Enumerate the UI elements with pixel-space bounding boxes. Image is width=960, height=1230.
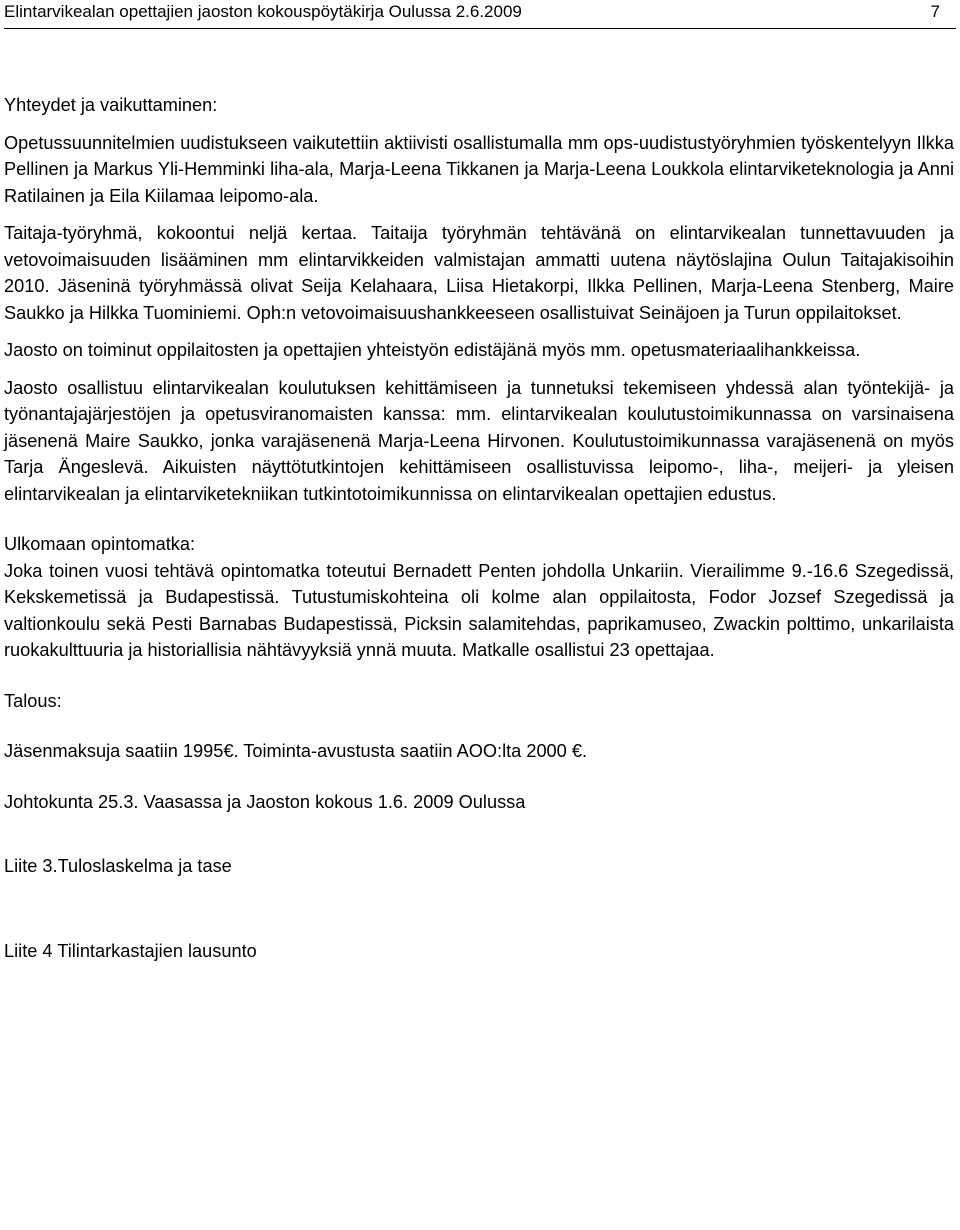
paragraph-ops: Opetussuunnitelmien uudistukseen vaikutettiin aktiivisti osallistumalla mm ops-uudistustyöryhmien työskentelyyn Ilkka Pellinen ja Markus Yli-Hemminki liha-ala, Marja-Leena Tikkanen ja Marja-Leena Loukkola elintarviketeknologia ja Anni Ratilainen ja Eila Kiilamaa leipomo-ala.	[4, 132, 954, 206]
attachment-liite-3: Liite 3.Tuloslaskelma ja tase	[4, 856, 232, 876]
header-title: Elintarvikealan opettajien jaoston kokouspöytäkirja Oulussa 2.6.2009	[4, 2, 522, 21]
attachment-liite-4: Liite 4 Tilintarkastajien lausunto	[4, 940, 257, 961]
section-heading-yhteydet: Yhteydet ja vaikuttaminen:	[4, 95, 218, 115]
paragraph-jaosto-toiminut: Jaosto on toiminut oppilaitosten ja opettajien yhteistyön edistäjänä myös mm. opetusmateriaalihankkeissa.	[4, 340, 861, 360]
paragraph-ulkomaan: Joka toinen vuosi tehtävä opintomatka toteutui Bernadett Penten johdolla Unkariin. Vierailimme 9.-16.6 Szegedissä, Kekskemetissä ja Budapestissä. Tutustumiskohteina oli kolme alan oppilaitosta, Fodor Jozsef Szegedissä ja valtionkoulu sekä Pesti Barnabas Budapestissä, Picksin salamitehdas, paprikamuseo, Zwackin polttimo, unkarilaista ruokakulttuuria ja historiallisia nähtävyyksiä ynnä muuta. Matkalle osallistui 23 opettajaa.	[4, 560, 954, 660]
paragraph-jasenmaksu: Jäsenmaksuja saatiin 1995€. Toiminta-avustusta saatiin AOO:lta 2000 €.	[4, 741, 588, 761]
document-page	[4, 0, 954, 964]
page-header	[4, 0, 954, 28]
paragraph-taitaja: Taitaja-työryhmä, kokoontui neljä kertaa. Taitaija työryhmän tehtävänä on elintarvikealan tunnettavuuden ja vetovoimaisuuden lisääminen mm elintarvikkeiden valmistajan ammatti uutena näytöslajina Oulun Taitajakisoihin 2010. Jäseninä työryhmässä olivat Seija Kelahaara, Liisa Hietakorpi, Ilkka Pellinen, Marja-Leena Stenberg, Maire Saukko ja Hilkka Tuominiemi. Oph:n vetovoimaisuushankkeeseen osallistuivat Seinäjoen ja Turun oppilaitokset.	[4, 223, 954, 323]
paragraph-johtokunta: Johtokunta 25.3. Vaasassa ja Jaoston kokous 1.6. 2009 Oulussa	[4, 791, 526, 812]
section-heading-talous: Talous:	[4, 690, 62, 711]
page-number: 7	[930, 2, 940, 21]
paragraph-jaosto-osallistuu: Jaosto osallistuu elintarvikealan koulutuksen kehittämiseen ja tunnetuksi tekemiseen yhdessä alan työntekijä- ja työnantajajärjestöjen ja opetusviranomaisten kanssa: mm. elintarvikealan koulutustoimikunnassa on varsinaisena jäsenenä Maire Saukko, jonka varajäsenenä Marja-Leena Hirvonen. Koulutustoimikunnassa varajäsenenä on myös Tarja Ängeslevä. Aikuisten näyttötutkintojen kehittämiseen osallistuvissa leipomo-, liha-, meijeri- ja yleisen elintarvikealan ja elintarviketekniikan tutkintotoimikunnissa on elintarvikealan opettajien edustus.	[4, 377, 954, 504]
section-heading-ulkomaan: Ulkomaan opintomatka:	[4, 534, 196, 554]
